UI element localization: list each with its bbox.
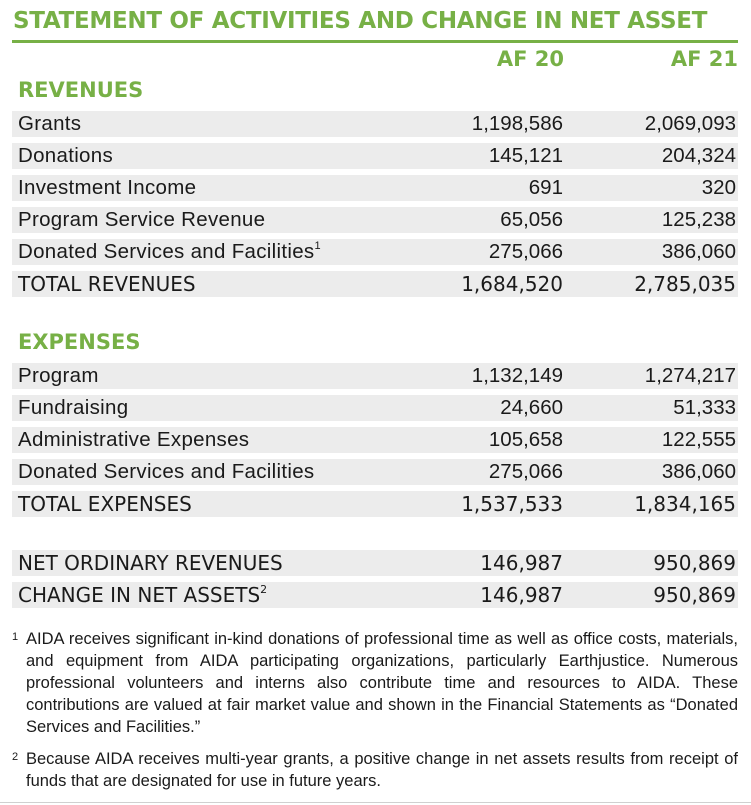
af20-value: 275,066 — [488, 460, 563, 483]
af20-value: 65,056 — [500, 208, 563, 231]
expenses-heading: EXPENSES — [18, 330, 141, 354]
title-rule — [12, 40, 738, 43]
revenue-row — [12, 239, 738, 265]
column-header-af20: AF 20 — [496, 47, 564, 71]
row-label: Donations — [18, 144, 114, 167]
statement-title: STATEMENT OF ACTIVITIES AND CHANGE IN NET ASSET — [13, 8, 708, 34]
row-label: Grants — [18, 112, 82, 135]
af20-value: 146,987 — [480, 551, 563, 575]
row-label: NET ORDINARY REVENUES — [18, 551, 283, 575]
af20-value: 105,658 — [488, 428, 563, 451]
row-label: Administrative Expenses — [18, 428, 250, 451]
footnote-marker: 2 — [260, 583, 268, 596]
af21-value: 51,333 — [673, 396, 736, 419]
total-revenues-row — [12, 271, 738, 297]
af20-value: 1,537,533 — [461, 492, 563, 516]
row-label: TOTAL EXPENSES — [18, 492, 192, 516]
net-ordinary-revenues-row — [12, 550, 738, 576]
revenue-row — [12, 111, 738, 137]
af21-value: 125,238 — [661, 208, 736, 231]
af21-value: 2,785,035 — [634, 272, 736, 296]
af21-value: 320 — [701, 176, 736, 199]
af20-value: 145,121 — [488, 144, 563, 167]
af21-value: 386,060 — [661, 460, 736, 483]
af20-value: 146,987 — [480, 583, 563, 607]
af21-value: 950,869 — [653, 551, 736, 575]
expense-row — [12, 427, 738, 453]
footnote-text: AIDA receives significant in-kind donations of professional time as well as office costs, materials, and equipment from AIDA participating organizations, particularly Earthjustice. Numerous professional volunteers and interns also contribute time and resources to AIDA. These contributions are valued at fair market value and shown in the Financial Statements as “Donated Services and Facilities.” — [26, 630, 738, 736]
revenue-row — [12, 175, 738, 201]
row-label: Fundraising — [18, 396, 129, 419]
af21-value: 386,060 — [661, 240, 736, 263]
bottom-border — [0, 802, 751, 803]
expense-row — [12, 459, 738, 485]
expense-row — [12, 395, 738, 421]
column-header-af21: AF 21 — [670, 47, 738, 71]
af21-value: 122,555 — [661, 428, 736, 451]
af21-value: 1,274,217 — [644, 364, 736, 387]
af21-value: 2,069,093 — [644, 112, 736, 135]
af20-value: 275,066 — [488, 240, 563, 263]
footnote-number: 2 — [12, 751, 19, 763]
af20-value: 24,660 — [500, 396, 563, 419]
af21-value: 204,324 — [661, 144, 736, 167]
af21-value: 950,869 — [653, 583, 736, 607]
change-in-net-assets-row — [12, 582, 738, 608]
af20-value: 1,684,520 — [461, 272, 563, 296]
footnote-marker: 1 — [314, 240, 321, 252]
row-label — [18, 239, 321, 265]
row-label-text: Donated Services and Facilities — [18, 240, 315, 263]
row-label: TOTAL REVENUES — [18, 272, 196, 296]
af20-value: 1,132,149 — [471, 364, 563, 387]
row-label — [18, 582, 267, 608]
footnote-number: 1 — [12, 631, 19, 643]
revenue-row — [12, 207, 738, 233]
row-label-text: CHANGE IN NET ASSETS — [18, 583, 261, 607]
af21-value: 1,834,165 — [634, 492, 736, 516]
footnote-text: Because AIDA receives multi-year grants, a positive change in net assets results from receipt of funds that are designated for use in future years. — [26, 750, 738, 790]
row-label: Program Service Revenue — [18, 208, 266, 231]
expense-row — [12, 363, 738, 389]
row-label: Program — [18, 364, 99, 387]
total-expenses-row — [12, 491, 738, 517]
revenue-row — [12, 143, 738, 169]
af20-value: 1,198,586 — [471, 112, 563, 135]
row-label: Investment Income — [18, 176, 197, 199]
af20-value: 691 — [528, 176, 563, 199]
row-label: Donated Services and Facilities — [18, 460, 315, 483]
revenues-heading: REVENUES — [18, 78, 144, 102]
